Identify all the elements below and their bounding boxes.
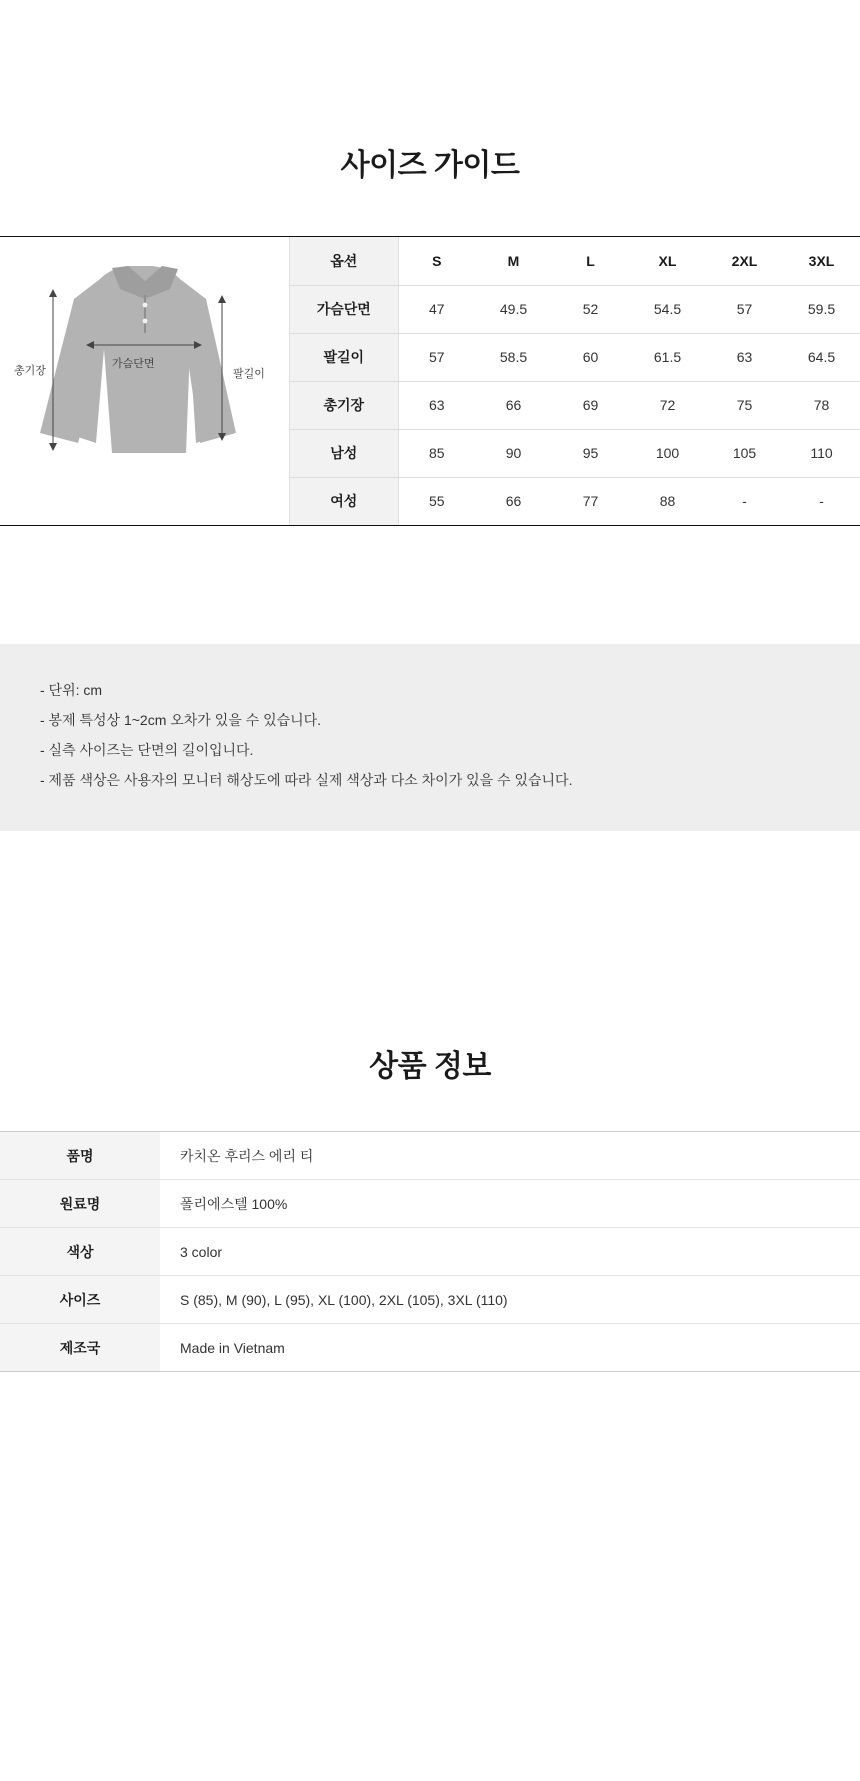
- info-row-label: 제조국: [0, 1324, 160, 1372]
- size-cell: 90: [475, 429, 552, 477]
- table-row: [0, 1132, 860, 1180]
- size-cell: 77: [582, 493, 599, 510]
- table-row: [290, 381, 860, 429]
- table-row: [0, 1180, 860, 1228]
- size-figure-cell: [0, 237, 290, 525]
- note-line: - 단위: cm: [40, 682, 103, 699]
- info-row-label: 사이즈: [0, 1276, 160, 1324]
- size-header-m: M: [475, 237, 552, 285]
- size-cell: -: [819, 493, 824, 510]
- size-header-s: S: [398, 237, 475, 285]
- size-cell: 60: [552, 333, 629, 381]
- size-cell: 66: [505, 493, 522, 510]
- size-cell: 57: [398, 333, 475, 381]
- size-cell: 59.5: [783, 285, 860, 333]
- garment-illustration: [0, 237, 290, 507]
- size-cell: 55: [428, 493, 445, 510]
- table-header-row: [290, 237, 860, 285]
- info-row-label: 품명: [0, 1132, 160, 1180]
- info-row-label: 색상: [0, 1228, 160, 1276]
- size-cell: 69: [552, 381, 629, 429]
- bottom-spacer: [0, 1372, 860, 1552]
- figure-label-sleeve: 팔길이: [233, 368, 265, 381]
- info-row-value: S (85), M (90), L (95), XL (100), 2XL (105), 3XL (110): [160, 1276, 860, 1324]
- table-row: [0, 1324, 860, 1372]
- page-root: [0, 20, 860, 1552]
- product-info-title: 상품 정보: [369, 1050, 491, 1084]
- table-row: [0, 1276, 860, 1324]
- table-row: [290, 285, 860, 333]
- size-cell: 47: [398, 285, 475, 333]
- size-notes: [0, 644, 860, 831]
- size-row-label: 팔길이: [290, 333, 398, 381]
- size-cell: 110: [783, 429, 860, 477]
- info-row-value: 폴리에스텔 100%: [160, 1180, 860, 1228]
- info-row-value: Made in Vietnam: [180, 1339, 285, 1356]
- size-table: [290, 237, 860, 525]
- size-cell: 61.5: [629, 333, 706, 381]
- size-header-3xl: 3XL: [783, 237, 860, 285]
- size-cell: 100: [629, 429, 706, 477]
- product-info-table: [0, 1131, 860, 1372]
- size-cell: 57: [706, 285, 783, 333]
- size-cell: -: [742, 493, 747, 510]
- size-cell: 63: [398, 381, 475, 429]
- size-cell: 95: [552, 429, 629, 477]
- size-row-label: 가슴단면: [290, 285, 398, 333]
- size-table-head: [290, 237, 860, 285]
- size-row-label: 여성: [290, 477, 398, 525]
- table-row: [290, 429, 860, 477]
- size-guide-block: [0, 236, 860, 526]
- info-row-label: 원료명: [0, 1180, 160, 1228]
- size-row-label: 남성: [290, 429, 398, 477]
- size-header-xl: XL: [629, 237, 706, 285]
- note-line: - 봉제 특성상 1~2cm 오차가 있을 수 있습니다.: [40, 712, 322, 729]
- size-cell: 52: [552, 285, 629, 333]
- table-row: [0, 1228, 860, 1276]
- size-table-body: [290, 285, 860, 525]
- size-cell: 75: [706, 381, 783, 429]
- figure-label-chest: 가슴단면: [112, 358, 155, 371]
- size-cell: 58.5: [475, 333, 552, 381]
- size-header-l: L: [552, 237, 629, 285]
- product-info-body: [0, 1132, 860, 1372]
- size-cell: 72: [629, 381, 706, 429]
- size-guide-title: 사이즈 가이드: [340, 149, 520, 183]
- size-cell: 49.5: [475, 285, 552, 333]
- info-row-value: 카치온 후리스 에리 티: [160, 1132, 860, 1180]
- size-cell: 66: [475, 381, 552, 429]
- figure-label-total-length: 총기장: [14, 365, 46, 378]
- size-cell: 78: [783, 381, 860, 429]
- table-row: [290, 333, 860, 381]
- size-cell: 64.5: [783, 333, 860, 381]
- note-line: - 실측 사이즈는 단면의 길이입니다.: [40, 742, 254, 759]
- size-cell: 105: [706, 429, 783, 477]
- note-line: - 제품 색상은 사용자의 모니터 해상도에 따라 실제 색상과 다소 차이가 있을 수 있습니다.: [40, 772, 573, 789]
- info-row-value: 3 color: [160, 1228, 860, 1276]
- size-cell: 54.5: [629, 285, 706, 333]
- size-cell: 63: [706, 333, 783, 381]
- size-header-option: 옵션: [290, 237, 398, 285]
- table-row: [290, 477, 860, 525]
- size-cell: 88: [659, 493, 676, 510]
- size-cell: 85: [398, 429, 475, 477]
- size-row-label: 총기장: [290, 381, 398, 429]
- size-header-2xl: 2XL: [706, 237, 783, 285]
